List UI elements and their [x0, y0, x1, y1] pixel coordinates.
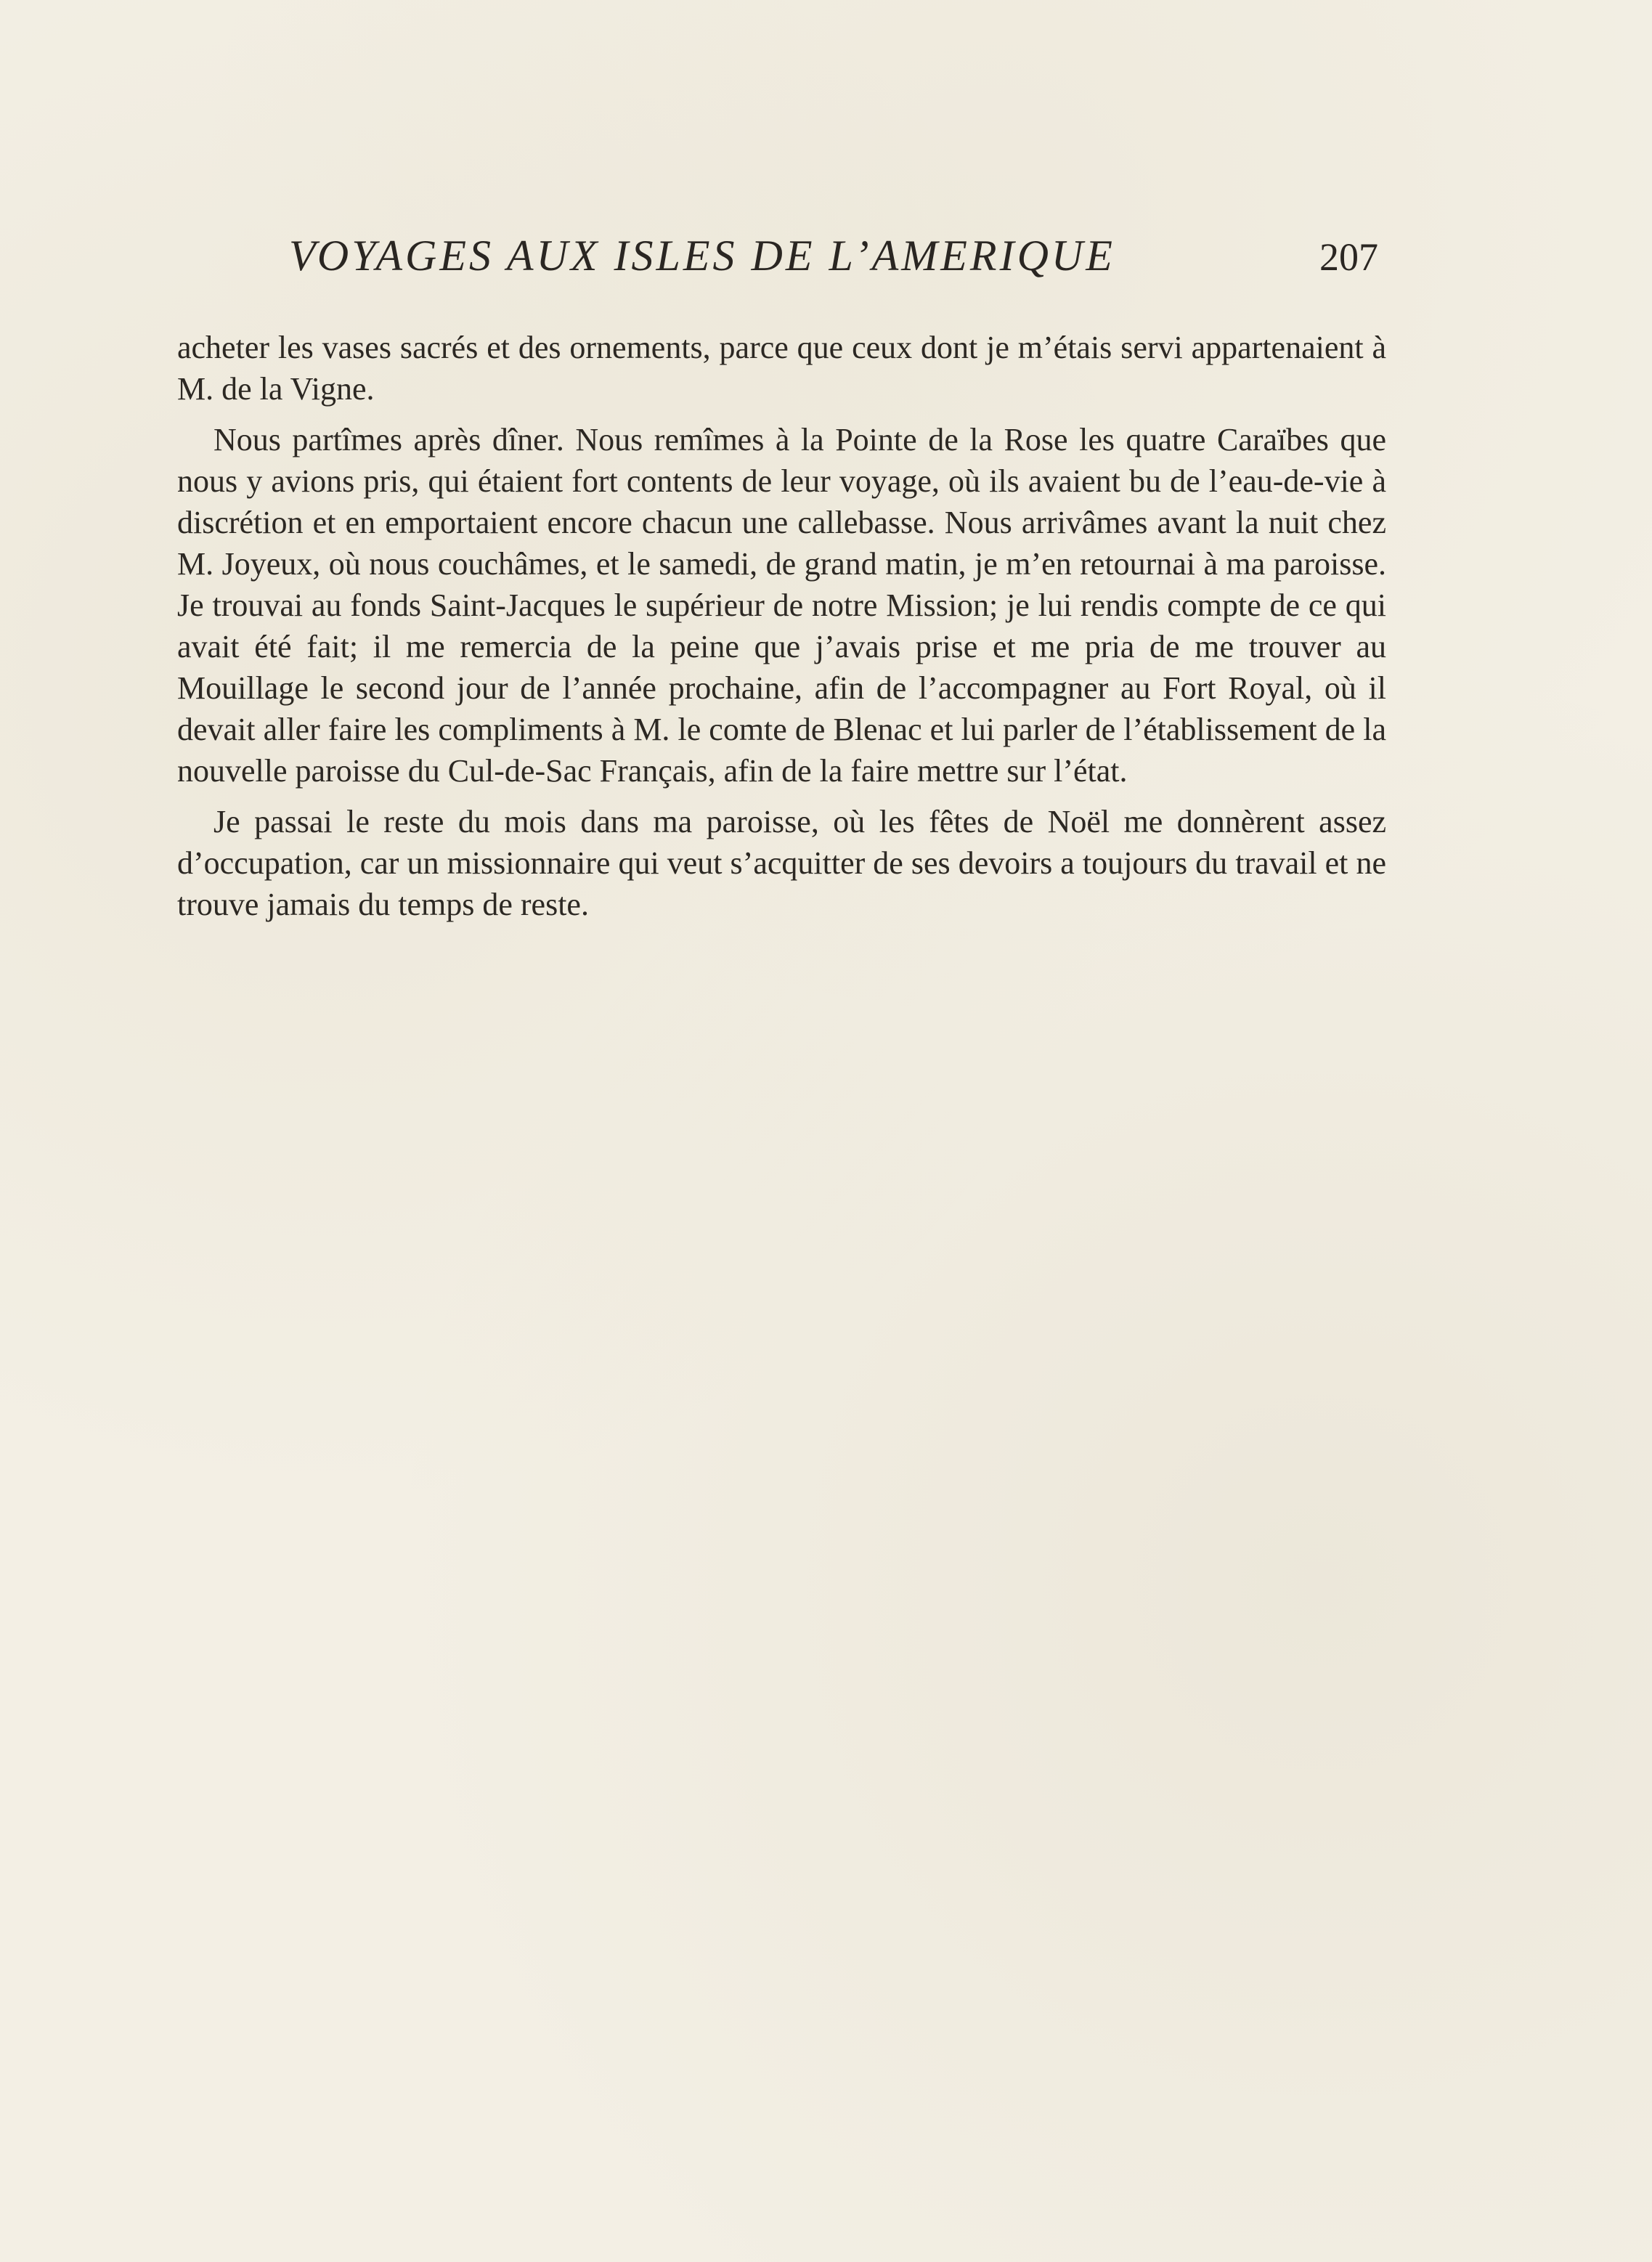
- paragraph: Je passai le reste du mois dans ma paroisse, où les fêtes de Noël me donnèrent assez d’occupation, car un missionnaire qui veut s’acquitter de ses devoirs a toujours du travail et ne trouve jamais du temps de reste.: [177, 804, 1386, 922]
- running-head: [289, 231, 1378, 289]
- paragraph: Nous partîmes après dîner. Nous remîmes à la Pointe de la Rose les quatre Caraïbes que nous y avions pris, qui étaient fort contents de leur voyage, où ils avaient bu de l’eau-de-vie à discrétion et en emportaient encore chacun une callebasse. Nous arrivâmes avant la nuit chez M. Joyeux, où nous couchâmes, et le samedi, de grand matin, je m’en retournai à ma paroisse. Je trouvai au fonds Saint-Jacques le supérieur de notre Mission; je lui rendis compte de ce qui avait été fait; il me remercia de la peine que j’avais prise et me pria de me trouver au Mouillage le second jour de l’année prochaine, afin de l’accompagner au Fort Royal, où il devait aller faire les compliments à M. le comte de Blenac et lui parler de l’établissement de la nouvelle paroisse du Cul-de-Sac Français, afin de la faire mettre sur l’état.: [177, 422, 1386, 789]
- page-number: 207: [1319, 235, 1378, 279]
- text-block: [177, 327, 1386, 925]
- running-title: VOYAGES AUX ISLES DE L’AMERIQUE: [289, 232, 1115, 280]
- paragraph: acheter les vases sacrés et des ornements, parce que ceux dont je m’étais servi appartenaient à M. de la Vigne.: [177, 330, 1386, 407]
